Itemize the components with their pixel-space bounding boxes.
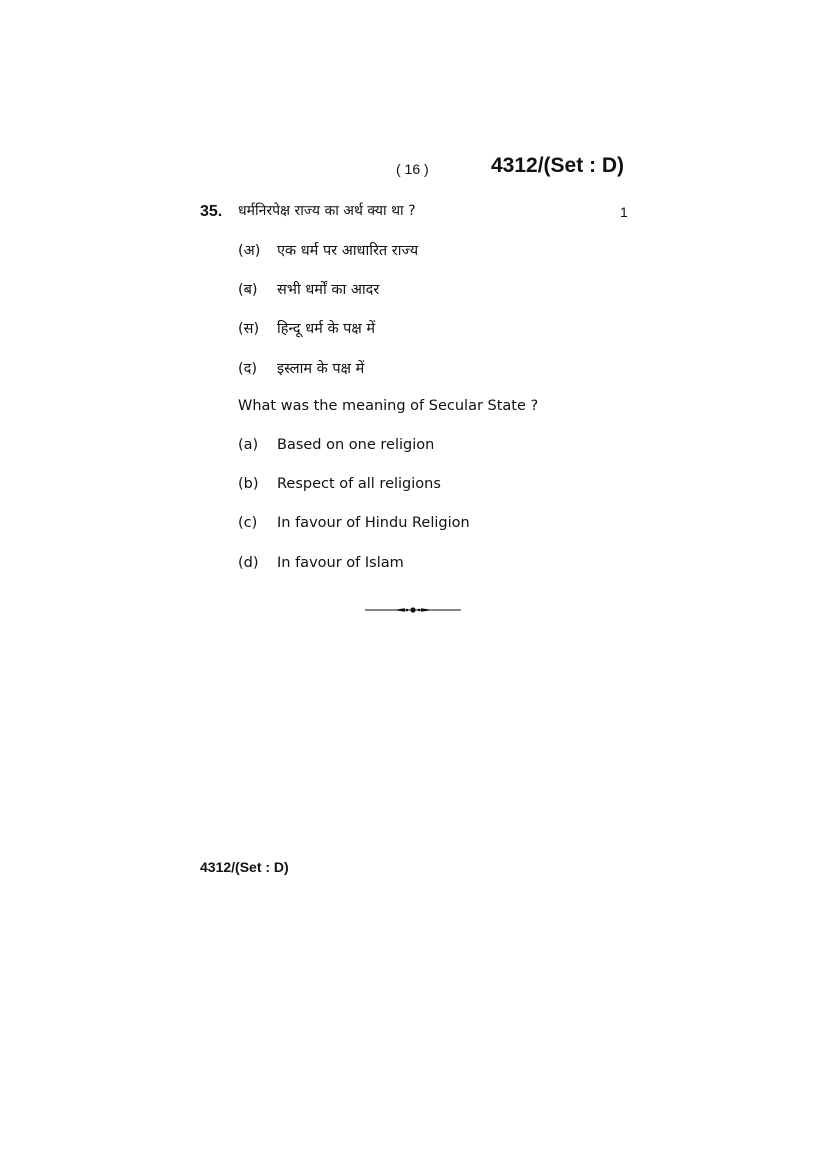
question-text-english: What was the meaning of Secular State ?	[238, 398, 539, 414]
option-text-english-b: Respect of all religions	[277, 476, 441, 492]
option-text-english-c: In favour of Hindu Religion	[277, 515, 470, 531]
question-text-hindi: धर्मनिरपेक्ष राज्य का अर्थ क्या था ?	[238, 203, 416, 219]
question-number: 35.	[200, 203, 223, 220]
option-text-english-a: Based on one religion	[277, 437, 435, 453]
end-ornament-icon	[365, 604, 461, 616]
paper-code-footer: 4312/(Set : D)	[200, 859, 289, 875]
option-label-hindi-c: (स)	[238, 321, 260, 337]
question-marks: 1	[620, 204, 628, 220]
option-label-hindi-d: (द)	[238, 361, 258, 377]
option-label-hindi-b: (ब)	[238, 282, 258, 298]
option-text-hindi-b: सभी धर्मों का आदर	[277, 282, 380, 298]
option-text-english-d: In favour of Islam	[277, 555, 404, 571]
option-text-hindi-d: इस्लाम के पक्ष में	[277, 361, 365, 377]
option-label-hindi-a: (अ)	[238, 243, 261, 259]
option-label-english-b: (b)	[238, 476, 259, 492]
option-label-english-a: (a)	[238, 437, 259, 453]
option-text-hindi-c: हिन्दू धर्म के पक्ष में	[277, 321, 376, 337]
paper-code-header: 4312/(Set : D)	[491, 154, 625, 177]
option-text-hindi-a: एक धर्म पर आधारित राज्य	[277, 243, 419, 259]
option-label-english-d: (d)	[238, 555, 259, 571]
option-label-english-c: (c)	[238, 515, 258, 531]
page-number: ( 16 )	[396, 161, 429, 177]
